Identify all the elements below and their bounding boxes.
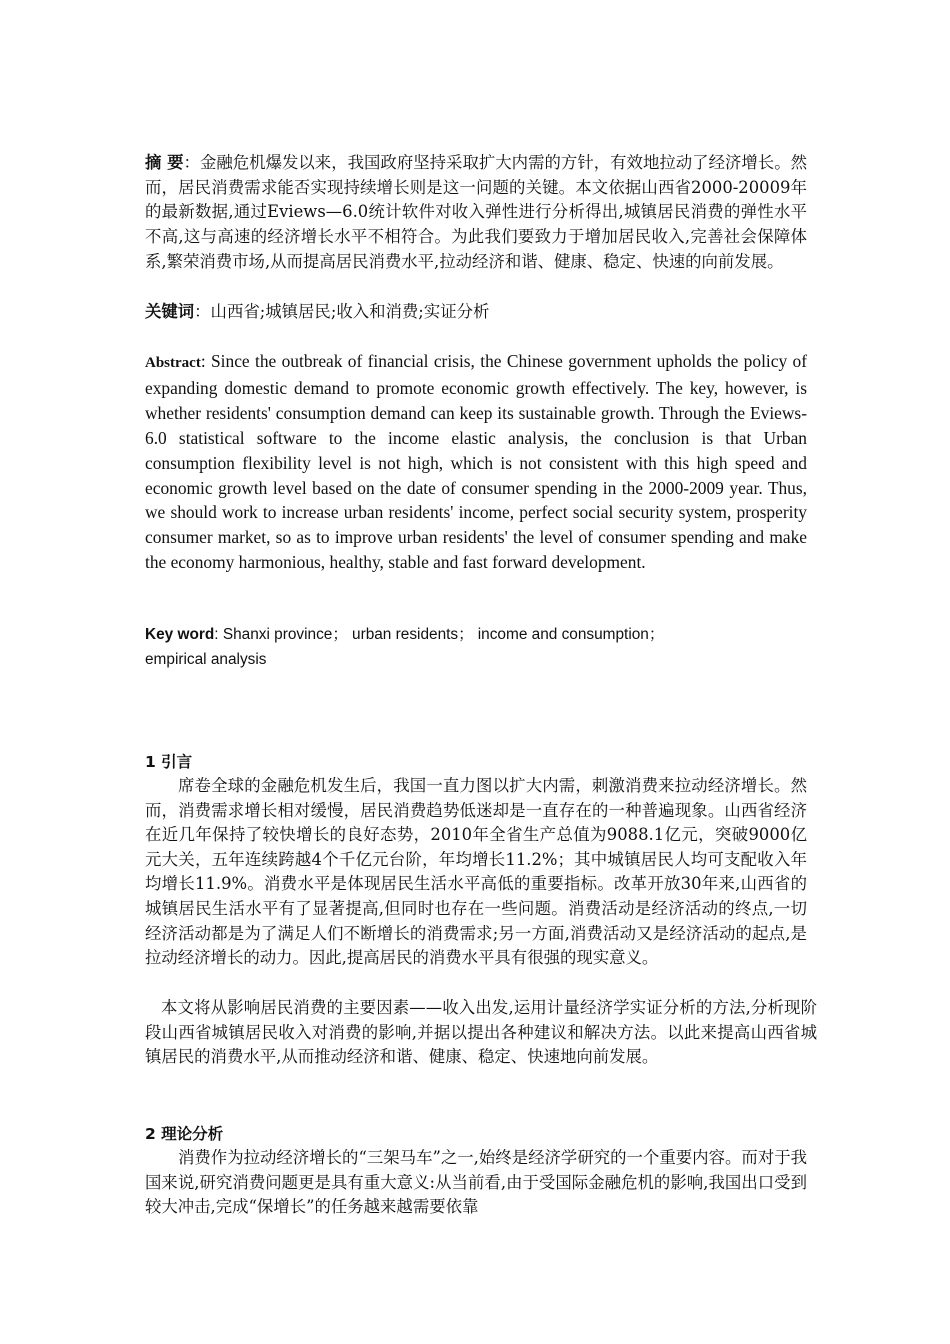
- keywords-label: 关键词: [145, 302, 195, 321]
- section-1-paragraph-2: 本文将从影响居民消费的主要因素——收入出发,运用计量经济学实证分析的方法,分析现阶段山西省城镇居民收入对消费的影响,并据以提出各种建议和解决方法。以此来提高山西省城镇居民的消费水平,从而推动经济和谐、健康、稳定、快速地向前发展。: [145, 998, 817, 1067]
- english-keywords: [145, 623, 807, 672]
- keyword-en-text-2: empirical analysis: [145, 650, 267, 668]
- abstract-text: ：金融危机爆发以来，我国政府坚持采取扩大内需的方针，有效地拉动了经济增长。然而，居民消费需求能否实现持续增长则是这一问题的关键。本文依据山西省2000-20009年的最新数据,通过Eviews—6.0统计软件对收入弹性进行分析得出,城镇居民消费的弹性水平不高,这与高速的经济增长水平不相符合。为此我们要致力于增加居民收入,完善社会保障体系,繁荣消费市场,从而提高居民消费水平,拉动经济和谐、健康、稳定、快速的向前发展。: [145, 153, 807, 271]
- abstract-en-label: Abstract: [145, 355, 201, 371]
- keywords-text: ：山西省;城镇居民;收入和消费;实证分析: [194, 302, 490, 321]
- chinese-abstract: [145, 151, 807, 275]
- keyword-en-text: : Shanxi province； urban residents； income and consumption；: [214, 626, 665, 643]
- abstract-label: 摘 要: [145, 153, 184, 172]
- abstract-en-text: : Since the outbreak of financial crisis, the Chinese government upholds the policy of expanding domestic demand to promote economic growth effectively. The key, however, is whether residents' consumption demand can keep its sustainable growth. Through the Eviews-6.0 statistical software to the income elastic analysis, the conclusion is that Urban consumption flexibility level is not high, which is not consistent with this high speed and economic growth level based on the date of consumer spending in the 2000-2009 year. Thus, we should work to increase urban residents' income, perfect social security system, prosperity consumer market, so as to improve urban residents' the level of consumer spending and make the economy harmonious, healthy, stable and fast forward development.: [145, 351, 807, 573]
- chinese-keywords: [145, 300, 807, 325]
- section-2-heading: 2 理论分析: [145, 1125, 224, 1143]
- section-1-paragraph-1: 席卷全球的金融危机发生后，我国一直力图以扩大内需，刺激消费来拉动经济增长。然而，消费需求增长相对缓慢，居民消费趋势低迷却是一直存在的一种普遍现象。山西省经济在近几年保持了较快增长的良好态势，2010年全省生产总值为9088.1亿元，突破9000亿元大关，五年连续跨越4个千亿元台阶，年均增长11.2%；其中城镇居民人均可支配收入年均增长11.9%。消费水平是体现居民生活水平高低的重要指标。改革开放30年来,山西省的城镇居民生活水平有了显著提高,但同时也存在一些问题。消费活动是经济活动的终点,一切经济活动都是为了满足人们不断增长的消费需求;另一方面,消费活动又是经济活动的起点,是拉动经济增长的动力。因此,提高居民的消费水平具有很强的现实意义。: [145, 776, 807, 968]
- section-2-paragraph-1: 消费作为拉动经济增长的“三架马车”之一,始终是经济学研究的一个重要内容。而对于我国来说,研究消费问题更是具有重大意义:从当前看,由于受国际金融危机的影响,我国出口受到较大冲击,完成“保增长”的任务越来越需要依靠: [145, 1148, 807, 1217]
- keyword-en-label: Key word: [145, 626, 215, 643]
- section-1-heading: 1 引言: [145, 753, 193, 771]
- english-abstract: [145, 349, 807, 575]
